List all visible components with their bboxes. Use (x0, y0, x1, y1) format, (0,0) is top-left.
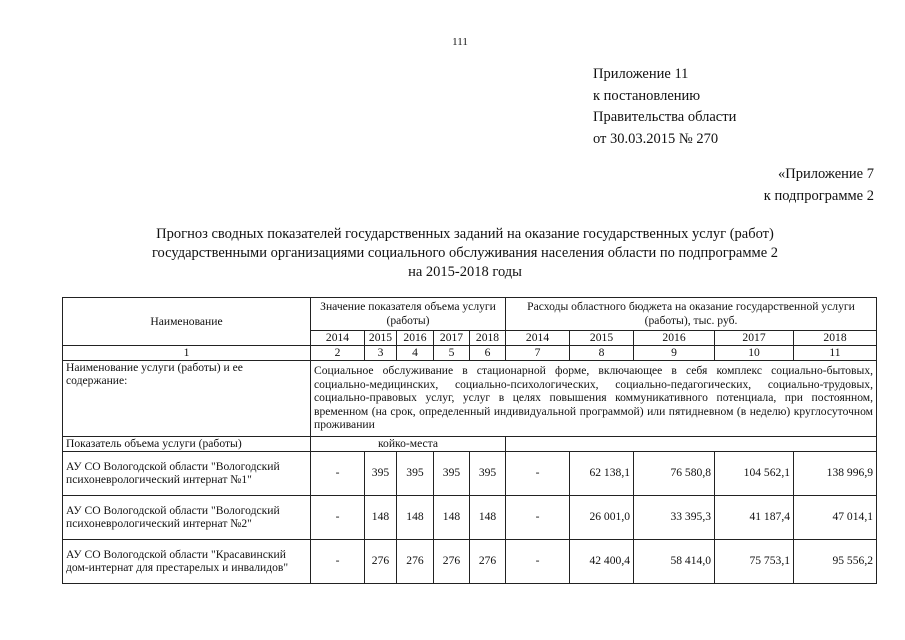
budget-value: 138 996,9 (794, 451, 877, 495)
column-number: 4 (397, 346, 434, 361)
budget-value: 62 138,1 (570, 451, 634, 495)
volume-value: 276 (470, 539, 506, 583)
volume-value: 276 (365, 539, 397, 583)
column-number: 5 (434, 346, 470, 361)
indicator-unit: койко-места (311, 436, 506, 451)
header-volume-group: Значение показателя объема услуги (работы) (311, 298, 506, 331)
budget-year: 2016 (634, 331, 715, 346)
sub-appendix-line: к подпрограмме 2 (763, 188, 874, 204)
volume-value: - (311, 539, 365, 583)
header-name: Наименование (63, 298, 311, 346)
volume-value: 148 (434, 495, 470, 539)
budget-year: 2017 (715, 331, 794, 346)
service-label: Наименование услуги (работы) и ее содержание: (63, 360, 311, 436)
institution-name: АУ СО Вологодской области "Красавинский дом-интернат для престарелых и инвалидов" (63, 539, 311, 583)
header-budget-group: Расходы областного бюджета на оказание государственной услуги (работы), тыс. руб. (506, 298, 877, 331)
volume-value: 395 (365, 451, 397, 495)
header-row (63, 298, 877, 331)
volume-value: 395 (470, 451, 506, 495)
budget-year: 2014 (506, 331, 570, 346)
volume-year: 2016 (397, 331, 434, 346)
column-number: 9 (634, 346, 715, 361)
budget-year: 2018 (794, 331, 877, 346)
institution-name: АУ СО Вологодской области "Вологодский психоневрологический интернат №1" (63, 451, 311, 495)
table-row (63, 451, 877, 495)
volume-value: 148 (365, 495, 397, 539)
page-number: 111 (452, 36, 468, 48)
budget-year: 2015 (570, 331, 634, 346)
appendix-line: Приложение 11 (593, 66, 689, 82)
service-row (63, 360, 877, 436)
volume-value: 148 (470, 495, 506, 539)
column-numbers-row (63, 346, 877, 361)
budget-value: 76 580,8 (634, 451, 715, 495)
column-number: 3 (365, 346, 397, 361)
volume-value: 148 (397, 495, 434, 539)
document-title (80, 225, 850, 282)
budget-value: - (506, 539, 570, 583)
budget-value: 58 414,0 (634, 539, 715, 583)
column-number: 8 (570, 346, 634, 361)
appendix-line: от 30.03.2015 № 270 (593, 130, 719, 147)
budget-value: 41 187,4 (715, 495, 794, 539)
volume-value: 395 (434, 451, 470, 495)
volume-value: 395 (397, 451, 434, 495)
budget-value: 26 001,0 (570, 495, 634, 539)
column-number: 6 (470, 346, 506, 361)
budget-value: - (506, 495, 570, 539)
institution-name: АУ СО Вологодской области "Вологодский психоневрологический интернат №2" (63, 495, 311, 539)
volume-value: - (311, 451, 365, 495)
appendix-line: к постановлению (593, 87, 701, 104)
indicator-empty (506, 436, 877, 451)
budget-value: 104 562,1 (715, 451, 794, 495)
column-number: 10 (715, 346, 794, 361)
sub-appendix-line: «Приложение 7 (778, 166, 874, 182)
volume-value: 276 (434, 539, 470, 583)
budget-value: 47 014,1 (794, 495, 877, 539)
volume-year: 2015 (365, 331, 397, 346)
indicator-label: Показатель объема услуги (работы) (63, 436, 311, 451)
forecast-table (62, 297, 877, 584)
budget-value: 33 395,3 (634, 495, 715, 539)
service-description: Социальное обслуживание в стационарной форме, включающее в себя комплекс социально-бытовых, социально-медицинских, социально-психологических, социально-педагогических, социально-трудовых, социально-правовых услуг, услуг в целях повышения коммуникативного потенциала, при постоянном, временном (на срок, определенный индивидуальной программой) или пятидневном (в неделю) круглосуточном проживании (311, 360, 877, 436)
volume-year: 2018 (470, 331, 506, 346)
budget-value: - (506, 451, 570, 495)
budget-value: 42 400,4 (570, 539, 634, 583)
budget-value: 75 753,1 (715, 539, 794, 583)
table-row (63, 539, 877, 583)
title-line: государственными организациями социального обслуживания населения области по подпрограмме 2 (151, 245, 779, 261)
volume-year: 2017 (434, 331, 470, 346)
column-number: 11 (794, 346, 877, 361)
volume-value: - (311, 495, 365, 539)
budget-value: 95 556,2 (794, 539, 877, 583)
title-line: Прогноз сводных показателей государственных заданий на оказание государственных услуг (работ) (156, 226, 774, 242)
column-number: 1 (63, 346, 311, 361)
volume-value: 276 (397, 539, 434, 583)
appendix-line: Правительства области (593, 109, 737, 125)
title-line: на 2015-2018 годы (408, 264, 522, 280)
indicator-row (63, 436, 877, 451)
volume-year: 2014 (311, 331, 365, 346)
appendix-block (593, 64, 736, 150)
sub-appendix-block (764, 163, 874, 207)
table-row (63, 495, 877, 539)
column-number: 7 (506, 346, 570, 361)
column-number: 2 (311, 346, 365, 361)
